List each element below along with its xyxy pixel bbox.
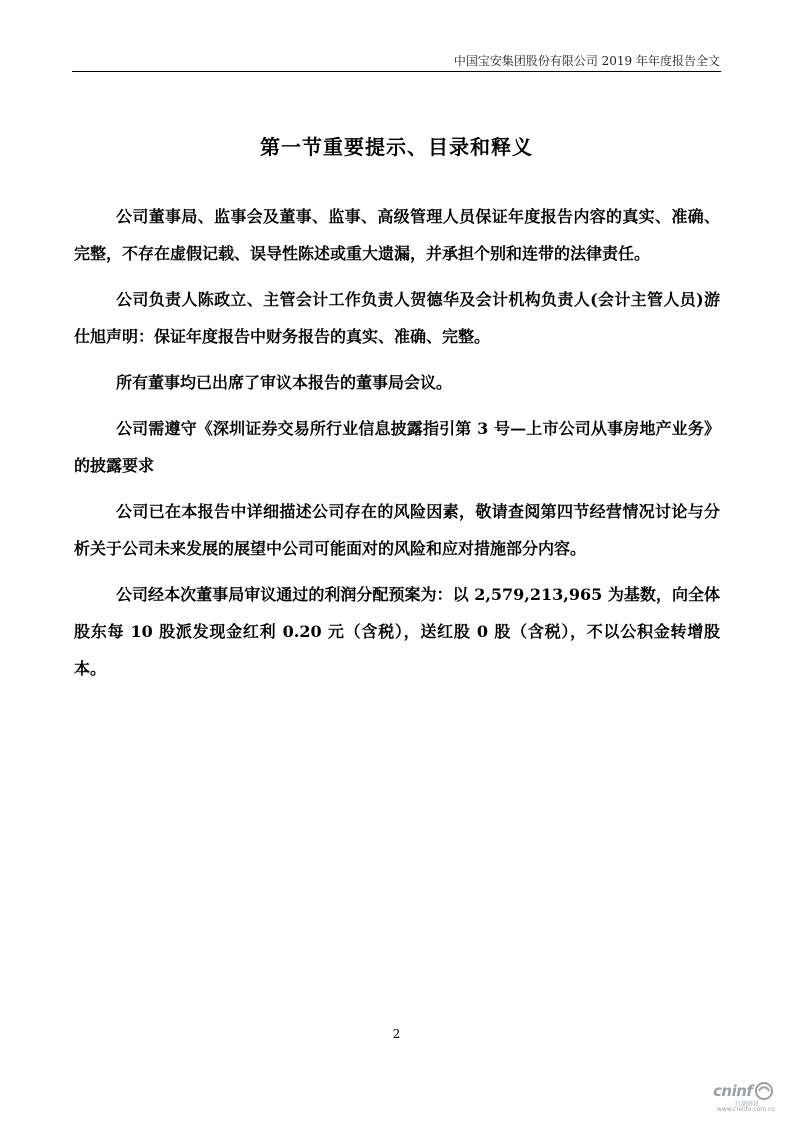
header-divider: [72, 71, 721, 72]
paragraph-risk-factors: 公司已在本报告中详细描述公司存在的风险因素，敬请查阅第四节经营情况讨论与分析关于公司未来发展的展望中公司可能面对的风险和应对措施部分内容。: [74, 502, 720, 558]
logo-chinese-name: 巨潮资讯: [735, 1101, 760, 1108]
running-header: 中国宝安集团股份有限公司 2019 年年度报告全文: [453, 54, 720, 68]
cninfo-swirl-icon: [755, 1082, 773, 1100]
paragraph-disclosure-guideline: 公司需遵守《深圳证券交易所行业信息披露指引第 3 号—上市公司从事房地产业务》的披露要求: [74, 419, 720, 475]
logo-wordmark: cninf: [713, 1082, 753, 1100]
cninfo-logo: [713, 1082, 776, 1113]
paragraph-board-attendance: 所有董事均已出席了审议本报告的董事局会议。: [116, 373, 453, 392]
paragraph-profit-distribution: 公司经本次董事局审议通过的利润分配预案为：以 2,579,213,965 为基数，向全体股东每 10 股派发现金红利 0.20 元（含税），送红股 0 股（含税），不以公积金转增股本。: [74, 585, 720, 678]
page-number: 2: [392, 1027, 401, 1041]
logo-url: www.cninfo.com.cn: [717, 1106, 776, 1113]
paragraph-financial-declaration: 公司负责人陈政立、主管会计工作负责人贺德华及会计机构负责人(会计主管人员)游仕旭声明：保证年度报告中财务报告的真实、准确、完整。: [74, 290, 720, 346]
document-body: [74, 198, 720, 696]
paragraph-responsibility-statement: 公司董事局、监事会及董事、监事、高级管理人员保证年度报告内容的真实、准确、完整，不存在虚假记载、误导性陈述或重大遗漏，并承担个别和连带的法律责任。: [74, 207, 720, 263]
section-title: 第一节重要提示、目录和释义: [260, 135, 533, 159]
